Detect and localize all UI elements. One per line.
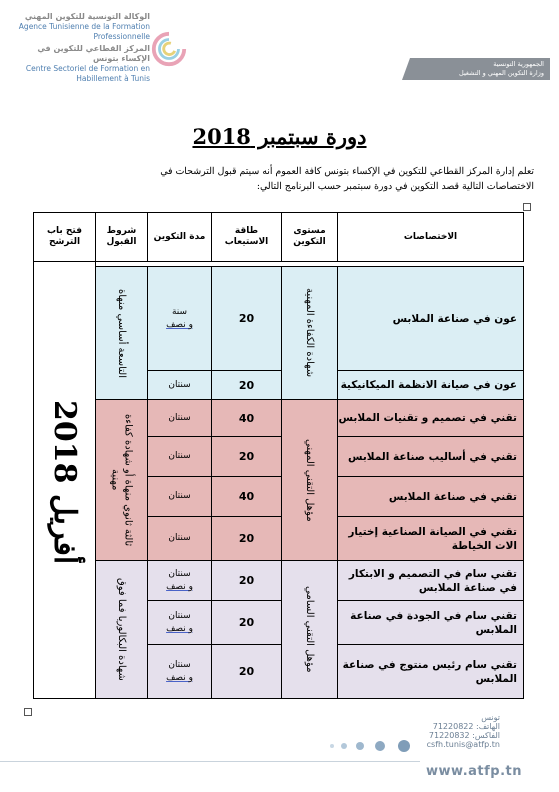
duration-cell	[148, 601, 212, 645]
header-duration: مدة التكوين	[148, 213, 212, 262]
table-row	[34, 267, 524, 371]
duration-line-2: و نصف	[166, 623, 193, 634]
capacity-cell: 20	[212, 267, 282, 371]
header-conditions: شروط القبول	[96, 213, 148, 262]
specialty-cell: تقني في الصيانة الصناعية إختيار الات الخياطة	[338, 517, 524, 561]
header-open: فتح باب الترشح	[34, 213, 96, 262]
duration-line-1: سنة	[171, 306, 188, 317]
open-date-cell	[34, 267, 96, 699]
footer-phone: الهاتف: 71220822	[432, 722, 500, 731]
agency-name-fr-2: Professionnelle	[93, 32, 150, 41]
footer-decoration-icon	[322, 738, 422, 754]
level-btp-label: مؤهل التقني المهني	[304, 438, 315, 522]
ministry-banner	[410, 58, 550, 80]
duration-cell	[148, 561, 212, 601]
specialty-cell: تقني سام في التصميم و الابتكار في صناعة الملابس	[338, 561, 524, 601]
specialty-cell: تقني سام رئيس منتوج في صناعة الملابس	[338, 645, 524, 699]
ministry-line-1: الجمهورية التونسية	[493, 60, 544, 68]
capacity-cell: 20	[212, 437, 282, 477]
duration-line-1: سنتان	[168, 659, 191, 670]
centre-name-fr-2: Habillement à Tunis	[76, 74, 150, 83]
condition-1-label: التاسعة أساسي منهاة	[116, 288, 127, 378]
intro-paragraph	[26, 164, 534, 194]
duration-line-2: و نصف	[166, 672, 193, 683]
footer-fax: الفاكس: 71220832	[428, 731, 500, 740]
level-cell-bts	[282, 561, 338, 699]
agency-name-fr-1: Agence Tunisienne de la Formation	[18, 22, 150, 31]
specialty-cell: عون في صيانة الانظمة الميكانيكية	[338, 371, 524, 400]
duration-line-2: و نصف	[166, 319, 193, 330]
specialty-cell: تقني في صناعة الملابس	[338, 477, 524, 517]
duration-line-1: سنتان	[168, 568, 191, 579]
capacity-cell: 40	[212, 477, 282, 517]
table-resize-handle-icon[interactable]	[24, 708, 32, 716]
footer-city: تونس	[481, 713, 500, 722]
table-move-handle-icon[interactable]	[523, 203, 531, 211]
program-table	[33, 212, 524, 699]
agency-name-ar: الوكالة التونسية للتكوين المهني	[24, 12, 150, 21]
capacity-cell: 20	[212, 371, 282, 400]
duration-line-2: و نصف	[166, 581, 193, 592]
condition-cell-2	[96, 400, 148, 561]
duration-cell: سنتان	[148, 371, 212, 400]
duration-line-1: سنتان	[168, 610, 191, 621]
page-title: دورة سبتمبر 2018	[192, 124, 367, 149]
agency-logo-icon	[150, 30, 188, 68]
table-header-row	[34, 213, 524, 262]
condition-2-label: ثالثة ثانوي منهاة أو شهادة كفاءة مهنية	[109, 413, 134, 547]
centre-name-ar: المركز القطاعي للتكوين في الإكساء بتونس	[37, 44, 150, 63]
level-cell-capc	[282, 267, 338, 400]
table-row	[34, 400, 524, 437]
intro-line-1: تعلم إدارة المركز القطاعي للتكوين في الإكساء بتونس كافة العموم أنه سيتم قبول الترشحات في	[160, 166, 534, 177]
duration-cell: سنتان	[148, 400, 212, 437]
table-row	[34, 561, 524, 601]
level-cell-btp	[282, 400, 338, 561]
footer-website[interactable]: www.atfp.tn	[426, 764, 522, 779]
capacity-cell: 40	[212, 400, 282, 437]
level-capc-label: شهادة الكفاءة المهنية	[304, 288, 315, 378]
duration-cell	[148, 645, 212, 699]
header-level: مستوى التكوين	[282, 213, 338, 262]
ministry-line-2: وزارة التكوين المهني و التشغيل	[459, 69, 544, 77]
capacity-cell: 20	[212, 601, 282, 645]
level-bts-label: مؤهل التقني السامي	[304, 586, 315, 673]
capacity-cell: 20	[212, 517, 282, 561]
header-specialties: الاختصاصات	[338, 213, 524, 262]
capacity-cell: 20	[212, 645, 282, 699]
footer-email: csfh.tunis@atfp.tn	[426, 740, 500, 749]
specialty-cell: تقني في تصميم و تقنيات الملابس	[338, 400, 524, 437]
footer-divider	[0, 761, 420, 762]
specialty-cell: عون في صناعة الملابس	[338, 267, 524, 371]
intro-line-2: الاختصاصات التالية قصد التكوين في دورة سبتمبر حسب البرنامج التالي:	[256, 181, 534, 192]
duration-cell: سنتان	[148, 437, 212, 477]
condition-cell-1	[96, 267, 148, 400]
specialty-cell: تقني في أساليب صناعة الملابس	[338, 437, 524, 477]
condition-cell-3	[96, 561, 148, 699]
open-date-label: أفريل 2018	[47, 400, 82, 565]
contact-block	[420, 713, 500, 749]
condition-3-label: شهادة البكالوريا فما فوق	[116, 578, 127, 681]
header-capacity: طاقة الاستيعاب	[212, 213, 282, 262]
specialty-cell: تقني سام في الجودة في صناعة الملابس	[338, 601, 524, 645]
capacity-cell: 20	[212, 561, 282, 601]
agency-logo-text	[8, 12, 150, 84]
duration-cell	[148, 267, 212, 371]
centre-name-fr-1: Centre Sectoriel de Formation en	[25, 64, 150, 73]
duration-cell: سنتان	[148, 477, 212, 517]
duration-cell: سنتان	[148, 517, 212, 561]
